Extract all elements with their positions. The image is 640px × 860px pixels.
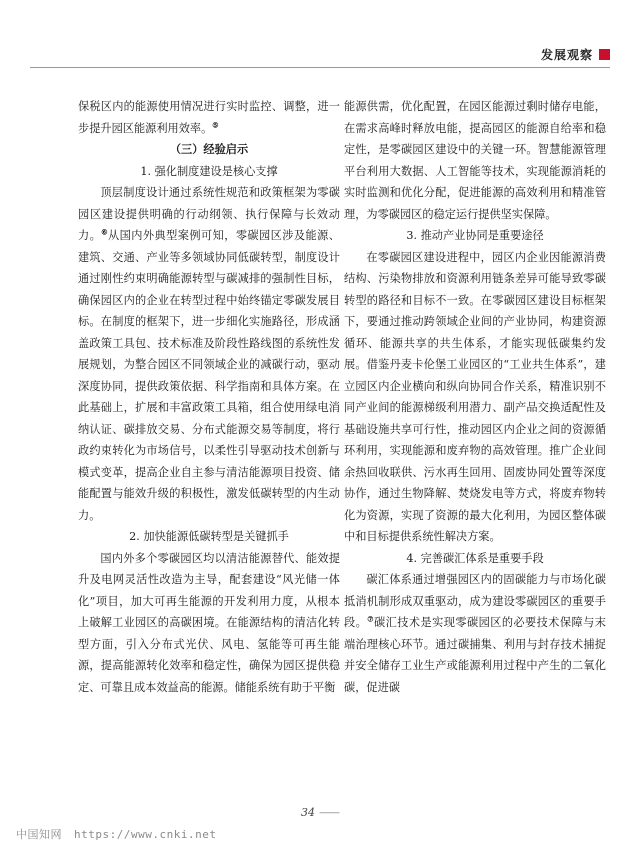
paragraph: 顶层制度设计通过系统性规范和政策框架为零碳园区建设提供明确的行动纲领、执行保障与长效动力。⑥从国内外典型案例可知，零碳园区涉及能源、建筑、交通、产业等多领域协同低碳转型，制度设计通过刚性约束明确能源转型与碳减排的强制性目标，确保园区内的企业在转型过程中始终锚定零碳发展目标。在制度的框架下，进一步细化实施路径，形成涵盖政策工具包、技术标准及阶段性路线图的系统性发展规划，为整合园区不同领域企业的减碳行动，驱动深度协同，提供政策依据、科学指南和具体方案。在此基础上，扩展和丰富政策工具箱，组合使用绿电消纳认证、碳排放交易、分布式能源交易等制度，将行政约束转化为市场信号，以柔性引导驱动技术创新与模式变革，提高企业自主参与清洁能源项目投资、储能配置与能效升级的积极性，激发低碳转型的内生动力。: [78, 186, 340, 522]
watermark-url: https://www.cnki.net: [74, 828, 217, 841]
page-number-dash: ——: [319, 806, 339, 819]
subsection-heading-2: 2. 加快能源低碳转型是关键抓手: [129, 530, 289, 543]
watermark: [16, 826, 216, 842]
running-header: [541, 46, 610, 63]
left-column: [78, 96, 340, 698]
page-number: 34 ——: [301, 806, 339, 819]
subsection-heading-1: 1. 强化制度建设是核心支撑: [140, 164, 278, 178]
continued-paragraph: 保税区内的能源使用情况进行实时监控、调整，进一步提升园区能源利用效率。⑤: [78, 100, 340, 135]
red-square-icon: [599, 49, 610, 60]
header-divider: [30, 67, 610, 68]
paragraph: 在零碳园区建设进程中，园区内企业因能源消费结构、污染物排放和资源利用链条差异可能导致零碳转型的路径和目标不一致。在零碳园区建设目标框架下，要通过推动跨领域企业间的产业协同，构建资源循环、能源共享的共生体系，才能实现低碳集约发展。借鉴丹麦卡伦堡工业园区的“工业共生体系”，建立园区内企业横向和纵向协同合作关系，精准识别不同产业间的能源梯级利用潜力、副产品交换适配性及基础设施共享可行性，推动园区内企业之间的资源循环利用，实现能源和废弃物的高效管理。推广企业间余热回收联供、污水再生回用、固废协同处置等深度协作，通过生物降解、焚烧发电等方式，将废弃物转化为资源，实现了资源的最大化利用，为园区整体碳中和目标提供系统性解决方案。: [344, 250, 606, 543]
footnote-ref: ⑥: [101, 227, 108, 237]
subsection-heading-4: 4. 完善碳汇体系是重要手段: [406, 551, 544, 565]
paragraph: 碳汇体系通过增强园区内的固碳能力与市场化碳抵消机制形成双重驱动，成为建设零碳园区的重要手段。⑦碳汇技术是实现零碳园区的必要技术保障与末端治理核心环节。通过碳捕集、利用与封存技术捕捉并安全储存工业生产或能源利用过程中产生的二氧化碳，促进碳: [344, 573, 606, 694]
paragraph: 国内外多个零碳园区均以清洁能源替代、能效提升及电网灵活性改造为主导，配套建设“风光储一体化”项目，加大可再生能源的开发利用力度，从根本上破解工业园区的高碳困境。在能源结构的清洁化转型方面，引入分布式光伏、风电、氢能等可再生能源，提高能源转化效率和稳定性，确保为园区提供稳定、可靠且成本效益高的能源。储能系统有助于平衡: [78, 551, 340, 694]
section-title: 发展观察: [540, 48, 593, 62]
section-heading: （三）经验启示: [169, 142, 249, 156]
watermark-site: 中国知网: [16, 828, 62, 841]
subsection-heading-3: 3. 推动产业协同是重要途径: [406, 229, 544, 242]
footnote-ref: ⑤: [212, 119, 219, 129]
continued-paragraph: 能源供需，优化配置，在园区能源过剩时储存电能，在需求高峰时释放电能，提高园区的能源自给率和稳定性，是零碳园区建设中的关键一环。智慧能源管理平台利用大数据、人工智能等技术，实现能源消耗的实时监测和优化分配，促进能源的高效利用和精准管理，为零碳园区的稳定运行提供坚实保障。: [344, 100, 606, 221]
right-column: [344, 96, 606, 698]
footnote-ref: ⑦: [367, 614, 374, 624]
